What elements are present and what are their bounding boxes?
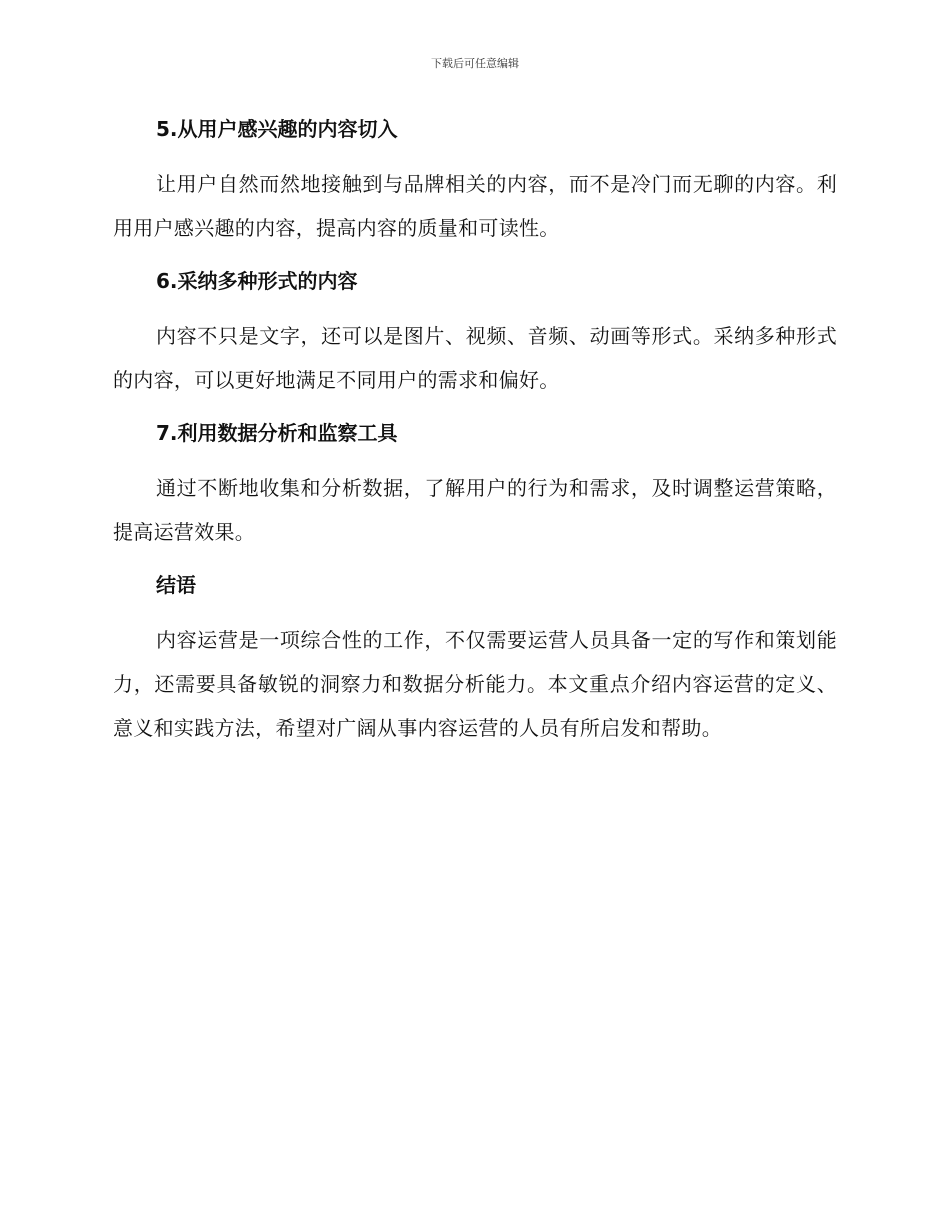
conclusion-paragraph: 内容运营是一项综合性的工作，不仅需要运营人员具备一定的写作和策划能力，还需要具备敏锐的洞察力和数据分析能力。本文重点介绍内容运营的定义、意义和实践方法，希望对广阔从事内容运营的人员有所启发和帮助。 [113, 628, 837, 740]
conclusion-heading: 结语 [156, 573, 196, 597]
section-paragraph-6: 内容不只是文字，还可以是图片、视频、音频、动画等形式。采纳多种形式的内容，可以更好地满足不同用户的需求和偏好。 [113, 324, 837, 392]
page-header-note: 下载后可任意编辑 [431, 57, 519, 70]
section-heading-7: 7.利用数据分析和监察工具 [156, 421, 398, 445]
document-body [113, 112, 837, 764]
section-heading-6: 6.采纳多种形式的内容 [156, 269, 358, 293]
section-paragraph-7: 通过不断地收集和分析数据，了解用户的行为和需求，及时调整运营策略，提高运营效果。 [113, 476, 837, 544]
section-heading-5: 5.从用户感兴趣的内容切入 [156, 117, 398, 141]
section-paragraph-5: 让用户自然而然地接触到与品牌相关的内容，而不是冷门而无聊的内容。利用用户感兴趣的内容，提高内容的质量和可读性。 [113, 172, 837, 240]
